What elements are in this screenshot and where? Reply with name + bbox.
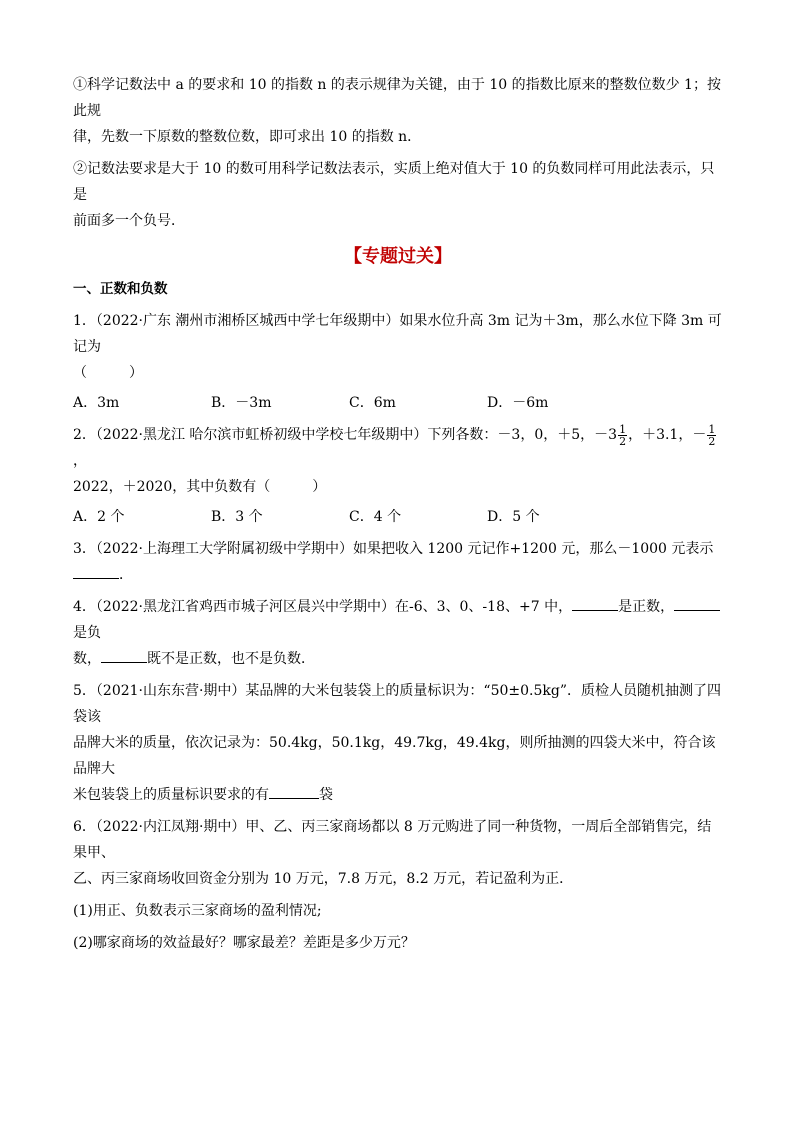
paren-close: ） — [129, 365, 143, 381]
fraction-one-half — [618, 424, 627, 447]
paren-open: （ — [73, 365, 87, 381]
fill-blank — [269, 784, 319, 799]
section-title: 【专题过关】 — [344, 246, 452, 267]
question-4-line-2 — [73, 646, 723, 672]
fraction-denominator: 2 — [708, 434, 716, 448]
option-d: D．－6m — [487, 395, 549, 411]
question-4-text-d: 数， — [73, 651, 101, 667]
paren-close: ） — [312, 479, 327, 495]
question-2-stem-line-2 — [73, 474, 723, 500]
intro-notes — [73, 72, 723, 234]
fraction-numerator: 1 — [708, 422, 716, 436]
intro-note-2-line-1: ②记数法要求是大于 10 的数可用科学记数法表示，实质上绝对值大于 10 的负数同样可用此法表示，只是 — [73, 161, 715, 203]
question-1-options — [73, 390, 723, 416]
question-6-line-2: 乙、丙三家商场收回资金分别为 10 万元，7.8 万元，8.2 万元，若记盈利为正． — [73, 871, 574, 887]
question-3 — [73, 536, 723, 588]
fill-blank — [572, 596, 618, 611]
question-2-stem-pre: 2．（2022·黑龙江 哈尔滨市虹桥初级中学校七年级期中）下列各数：－3，0，＋5，－3 — [73, 427, 618, 443]
question-1-answer-paren — [73, 360, 723, 386]
question-2 — [73, 422, 723, 530]
option-d: D．5 个 — [487, 509, 540, 525]
question-5-text-b: 袋 — [319, 787, 333, 803]
question-4-text-e: 既不是正数，也不是负数． — [147, 651, 315, 667]
fill-blank — [674, 596, 720, 611]
intro-note-1-line-1: ①科学记数法中 a 的要求和 10 的指数 n 的表示规律为关键，由于 10 的指数比原来的整数位数少 1；按此规 — [73, 77, 721, 119]
option-c: C．4 个 — [349, 509, 402, 525]
question-3-answer-line — [73, 562, 723, 588]
question-5-text-a: 米包装袋上的质量标识要求的有 — [73, 787, 269, 803]
option-b: B．－3m — [211, 395, 272, 411]
question-1-stem: 1．（2022·广东 潮州市湘桥区城西中学七年级期中）如果水位升高 3m 记为＋3m，那么水位下降 3m 可记为 — [73, 313, 722, 355]
question-2-stem-line-1 — [73, 422, 723, 474]
fraction-one-half — [707, 424, 716, 447]
document-content — [73, 72, 723, 956]
question-2-stem-mid: ，＋3.1，－ — [628, 427, 707, 443]
option-a: A．2 个 — [73, 509, 125, 525]
question-5-line-2: 品牌大米的质量，依次记录为：50.4kg，50.1kg，49.7kg，49.4kg，则所抽测的四袋大米中，符合该品牌大 — [73, 735, 716, 777]
question-3-stem: 3．（2022·上海理工大学附属初级中学期中）如果把收入 1200 元记作+1200 元，那么－1000 元表示 — [73, 541, 714, 557]
fill-blank — [101, 648, 147, 663]
question-4-text-b: 是正数， — [618, 599, 675, 615]
option-a: A．3m — [73, 395, 120, 411]
question-1 — [73, 308, 723, 416]
question-2-options — [73, 504, 723, 530]
question-5-line-3 — [73, 782, 723, 808]
fill-blank — [73, 564, 119, 579]
section-heading-positive-negative: 一、正数和负数 — [73, 281, 168, 297]
question-6-line-1: 6．（2022·内江凤翔·期中）甲、乙、丙三家商场都以 8 万元购进了同一种货物，一周后全部销售完，结果甲、 — [73, 819, 712, 861]
intro-note-2-line-2: 前面多一个负号． — [73, 213, 185, 229]
question-4 — [73, 594, 723, 672]
question-6-sub-1: (1)用正、负数表示三家商场的盈利情况; — [73, 903, 322, 919]
question-6 — [73, 814, 723, 956]
option-b: B．3 个 — [211, 509, 263, 525]
question-2-stem-text: 2022，＋2020，其中负数有（ — [73, 479, 271, 495]
intro-note-1-line-2: 律，先数一下原数的整数位数，即可求出 10 的指数 n． — [73, 129, 422, 145]
question-5 — [73, 678, 723, 808]
fraction-denominator: 2 — [619, 434, 627, 448]
question-2-stem-post: ， — [73, 453, 87, 469]
question-4-text-a: 4．（2022·黑龙江省鸡西市城子河区晨兴中学期中）在-6、3、0、-18、+7 中， — [73, 599, 573, 615]
period: ． — [119, 567, 133, 583]
option-c: C．6m — [349, 395, 396, 411]
question-4-text-c: 是负 — [73, 625, 101, 641]
question-6-sub-2: (2)哪家商场的效益最好？哪家最差？差距是多少万元？ — [73, 935, 415, 951]
question-4-line-1 — [73, 594, 723, 646]
fraction-numerator: 1 — [619, 422, 627, 436]
question-5-line-1: 5．（2021·山东东营·期中）某品牌的大米包装袋上的质量标识为：“50±0.5kg”．质检人员随机抽测了四袋该 — [73, 683, 722, 725]
